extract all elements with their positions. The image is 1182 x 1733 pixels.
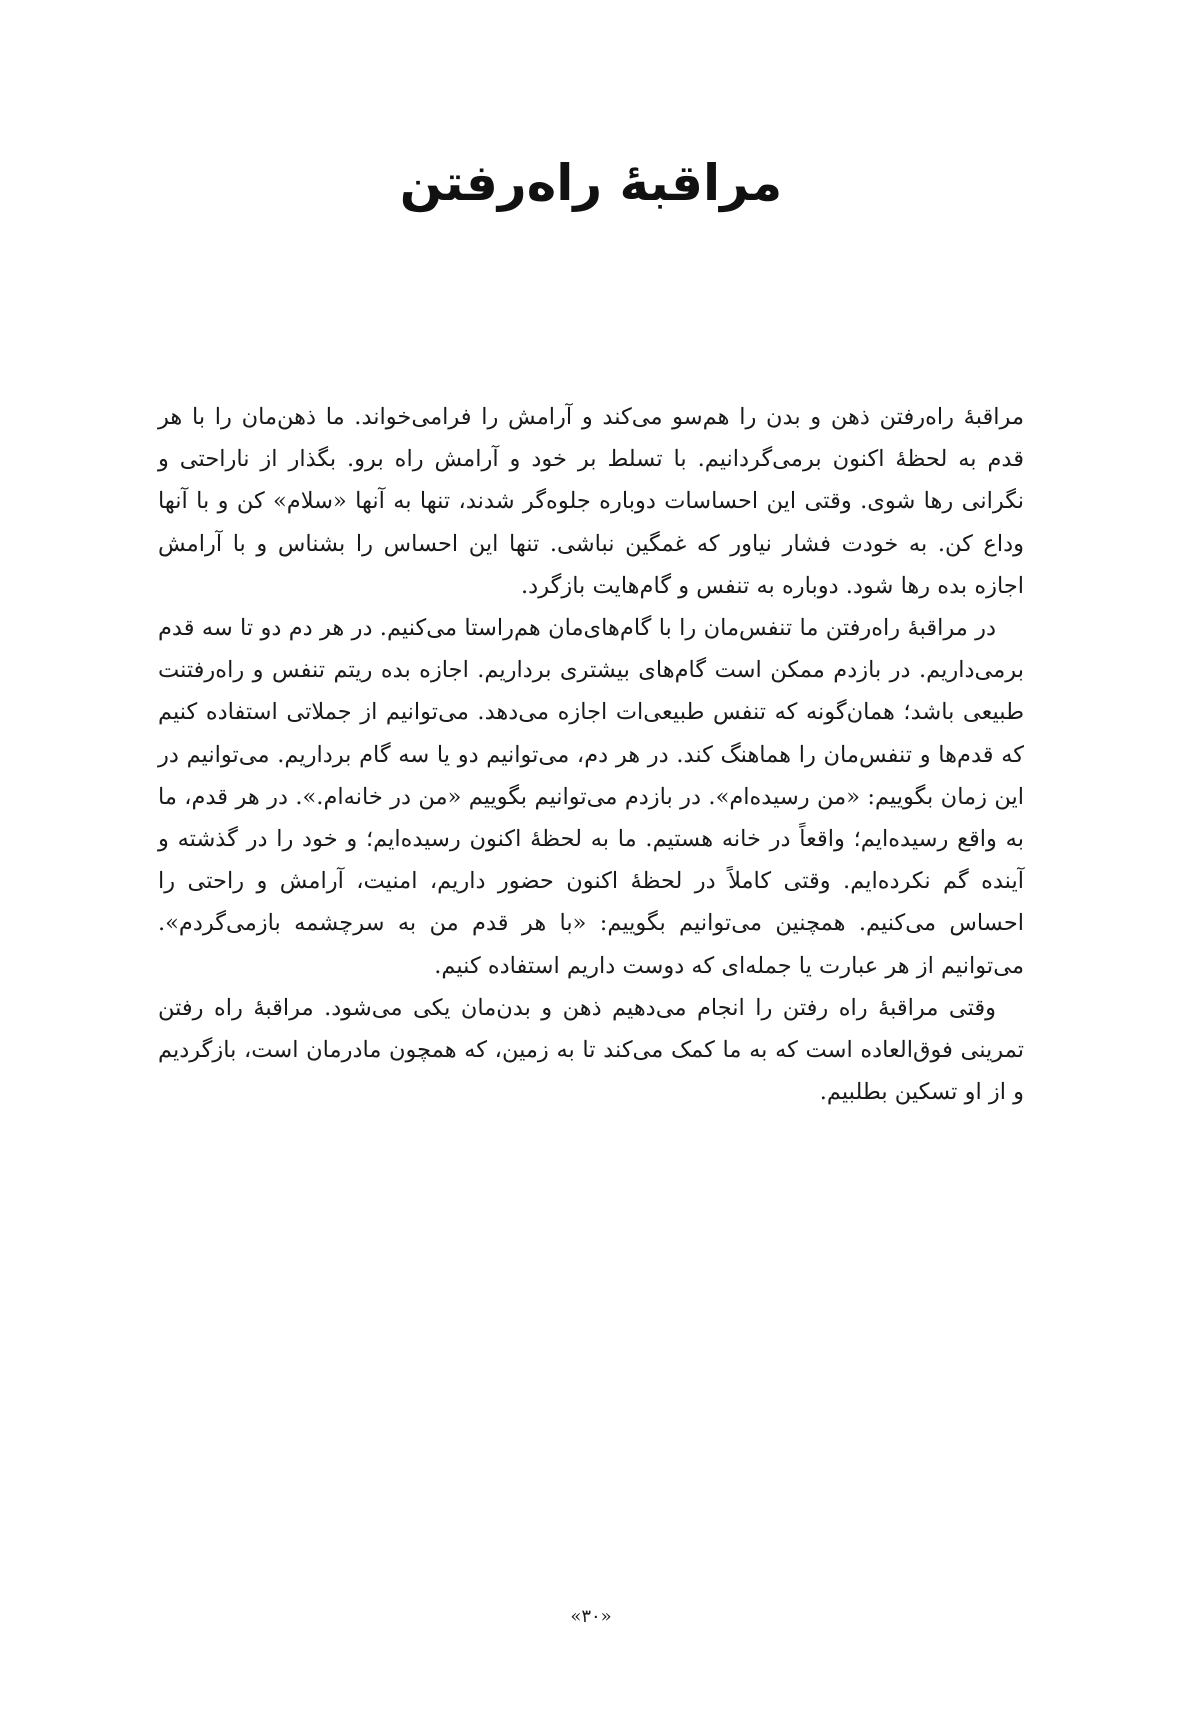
page-number: «۳۰» (570, 1606, 612, 1627)
paragraph-3: وقتی مراقبهٔ راه رفتن را انجام می‌دهیم ذهن و بدن‌مان یکی می‌شود. مراقبهٔ راه رفتن تمرینی فوق‌العاده است که به ما کمک می‌کند تا به زمین، که همچون مادرمان است، بازگردیم و از او تسکین بطلبیم. (158, 994, 1024, 1106)
page-title: مراقبهٔ راه‌رفتن (399, 154, 783, 212)
body-text (158, 396, 1024, 1113)
paragraph-2: در مراقبهٔ راه‌رفتن ما تنفس‌مان را با گام‌های‌مان هم‌راستا می‌کنیم. در هر دم دو تا سه قدم برمی‌داریم. در بازدم ممکن است گام‌های بیشتری برداریم. اجازه بده ریتم تنفس و راه‌رفتنت طبیعی باشد؛ همان‌گونه که تنفس طبیعی‌ات اجازه می‌دهد. می‌توانیم از جملاتی استفاده کنیم که قدم‌ها و تنفس‌مان را هماهنگ کند. در هر دم، می‌توانیم دو یا سه گام برداریم. می‌توانیم در این زمان بگوییم: «من رسیده‌ام». در بازدم می‌توانیم بگوییم «من در خانه‌ام.». در هر قدم، ما به واقع رسیده‌ایم؛ واقعاً در خانه هستیم. ما به لحظهٔ اکنون رسیده‌ایم؛ و خود را در گذشته و آینده گم نکرده‌ایم. وقتی کاملاً در لحظهٔ اکنون حضور داریم، امنیت، آرامش و راحتی را احساس می‌کنیم. همچنین می‌توانیم بگوییم: «با هر قدم من به سرچشمه بازمی‌گردم». می‌توانیم از هر عبارت یا جمله‌ای که دوست داریم استفاده کنیم. (158, 615, 1024, 979)
paragraph-1: مراقبهٔ راه‌رفتن ذهن و بدن را هم‌سو می‌کند و آرامش را فرامی‌خواند. ما ذهن‌مان را با هر قدم به لحظهٔ اکنون برمی‌گردانیم. با تسلط بر خود و آرامش راه برو. بگذار از ناراحتی و نگرانی رها شوی. وقتی این احساسات دوباره جلوه‌گر شدند، تنها به آنها «سلام» کن و با آنها وداع کن. به خودت فشار نیاور که غمگین نباشی. تنها این احساس را بشناس و با آرامش اجازه بده رها شود. دوباره به تنفس و گام‌هایت بازگرد. (158, 404, 1024, 599)
